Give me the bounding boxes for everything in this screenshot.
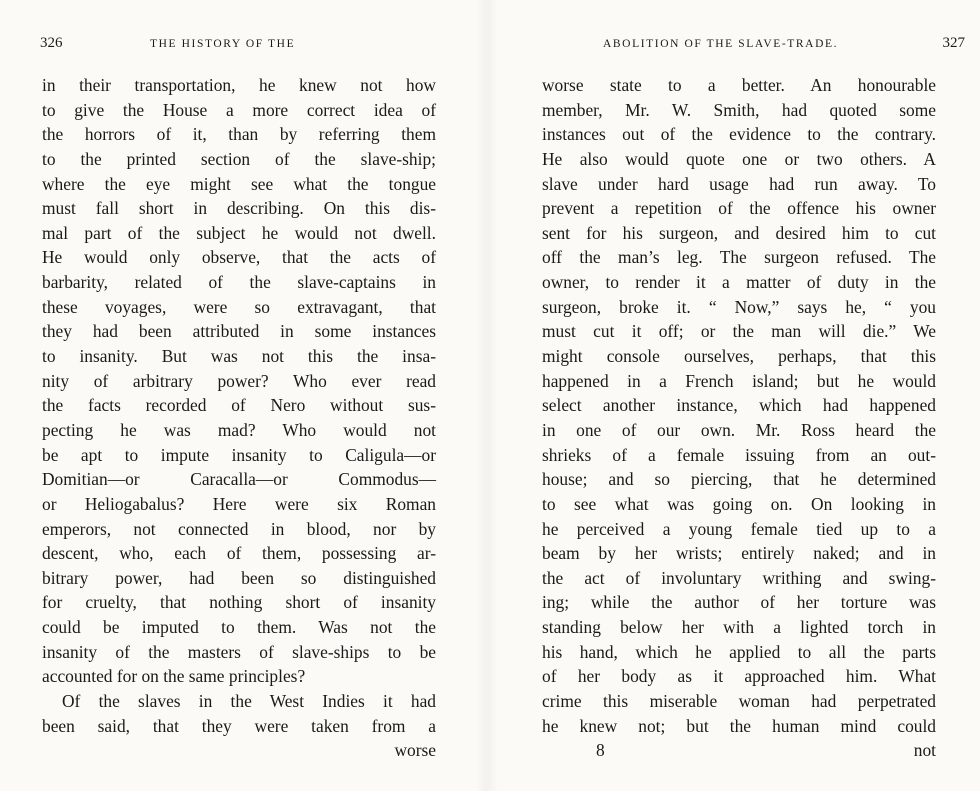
text-line: descent, who, each of them, possessing ar-	[42, 543, 436, 564]
footer-line	[542, 738, 936, 763]
text-line: standing below her with a lighted torch in	[542, 617, 936, 638]
text-line: must fall short in describing. On this dis-	[42, 198, 436, 219]
text-line: in their transportation, he knew not how	[42, 75, 436, 95]
text-line: member, Mr. W. Smith, had quoted some	[542, 99, 936, 120]
text-line: house; and so piercing, that he determined	[542, 469, 936, 490]
text-line: happened in a French island; but he would	[542, 370, 936, 391]
text-line: be apt to impute insanity to Caligula—or	[42, 444, 436, 465]
left-page-text	[42, 73, 436, 763]
book-gutter	[476, 0, 498, 791]
text-line: to the printed section of the slave-ship;	[42, 148, 436, 169]
text-line: worse state to a better. An honourable	[542, 75, 936, 95]
right-page	[505, 0, 965, 791]
text-line: in one of our own. Mr. Ross heard the	[542, 419, 936, 440]
catchword: not	[913, 740, 936, 761]
catchword: worse	[394, 740, 436, 761]
text-line: prevent a repetition of the offence his owner	[542, 198, 936, 219]
text-line: of her body as it approached him. What	[542, 666, 936, 687]
text-line: or Heliogabalus? Here were six Roman	[42, 493, 436, 514]
text-line: owner, to render it a matter of duty in the	[542, 272, 936, 293]
text-line: to give the House a more correct idea of	[42, 99, 436, 120]
text-line: the horrors of it, than by referring them	[42, 124, 436, 145]
text-line: might console ourselves, perhaps, that this	[542, 346, 936, 367]
text-line: beam by her wrists; entirely naked; and in	[542, 543, 936, 564]
text-line: to insanity. But was not this the insa-	[42, 346, 436, 367]
text-line: the act of involuntary writhing and swing-	[542, 567, 936, 588]
text-line: bitrary power, had been so distinguished	[42, 567, 436, 588]
text-line: accounted for on the same principles?	[42, 666, 306, 687]
text-line: ing; while the author of her torture was	[542, 592, 936, 613]
page-number: 327	[942, 35, 965, 51]
right-page-header	[505, 33, 965, 53]
text-line: his hand, which he applied to all the parts	[542, 641, 936, 662]
page-number: 326	[40, 35, 63, 51]
left-page-header	[0, 33, 470, 53]
running-head: THE HISTORY OF THE	[150, 38, 296, 50]
text-line: nity of arbitrary power? Who ever read	[42, 370, 436, 391]
text-line: He would only observe, that the acts of	[42, 247, 436, 268]
text-line: these voyages, were so extravagant, that	[42, 296, 436, 317]
text-line: could be imputed to them. Was not the	[42, 617, 436, 638]
text-line: shrieks of a female issuing from an out-	[542, 444, 936, 465]
text-line: been said, that they were taken from a	[42, 715, 436, 736]
text-line: they had been attributed in some instances	[42, 321, 436, 342]
text-line: for cruelty, that nothing short of insanity	[42, 592, 436, 613]
text-line: must cut it off; or the man will die.” We	[542, 321, 936, 342]
text-line: instances out of the evidence to the contrary.	[542, 124, 936, 145]
text-line: he knew not; but the human mind could	[542, 715, 936, 736]
text-line: insanity of the masters of slave-ships to be	[42, 641, 436, 662]
right-page-text	[542, 73, 936, 763]
text-line: the facts recorded of Nero without sus-	[42, 395, 436, 416]
text-line: he perceived a young female tied up to a	[542, 518, 936, 539]
text-line: barbarity, related of the slave-captains in	[42, 272, 436, 293]
text-line: Domitian—or Caracalla—or Commodus—	[42, 469, 436, 490]
text-line: emperors, not connected in blood, nor by	[42, 518, 436, 539]
text-line: surgeon, broke it. “ Now,” says he, “ you	[542, 296, 936, 317]
text-line: mal part of the subject he would not dwell.	[42, 222, 436, 243]
text-line: off the man’s leg. The surgeon refused. The	[542, 247, 936, 268]
text-line: crime this miserable woman had perpetrated	[542, 691, 936, 712]
text-line: pecting he was mad? Who would not	[42, 419, 436, 440]
text-line: Of the slaves in the West Indies it had	[62, 691, 436, 712]
text-line: He also would quote one or two others. A	[542, 148, 936, 169]
text-line: slave under hard usage had run away. To	[542, 173, 936, 194]
running-head: ABOLITION OF THE SLAVE-TRADE.	[603, 38, 839, 50]
text-line: sent for his surgeon, and desired him to cut	[542, 222, 936, 243]
text-line: select another instance, which had happened	[542, 395, 936, 416]
left-page	[0, 0, 470, 791]
signature-mark: 8	[596, 740, 605, 761]
text-line: where the eye might see what the tongue	[42, 173, 436, 194]
text-line: to see what was going on. On looking in	[542, 493, 936, 514]
